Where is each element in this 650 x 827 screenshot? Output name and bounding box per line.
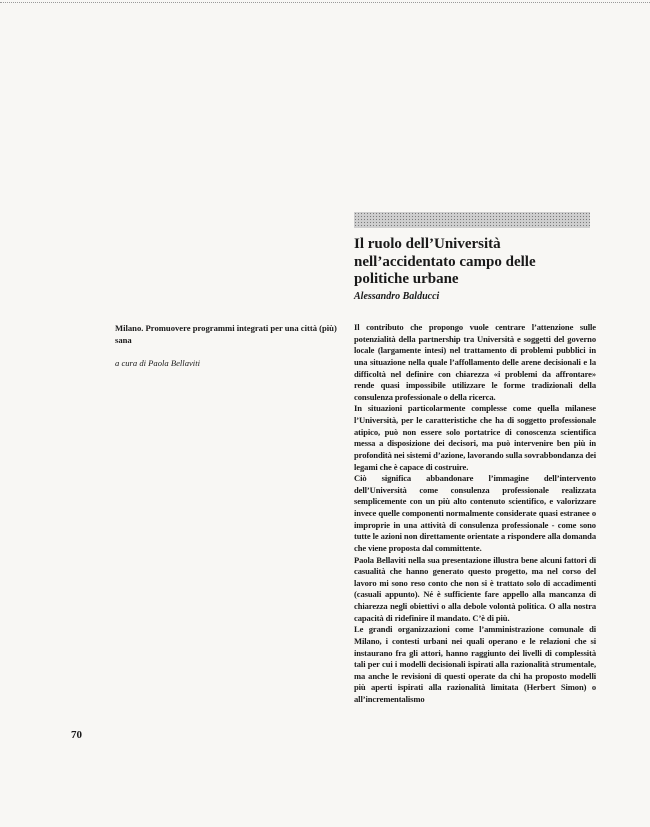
project-title: Milano. Promuovere programmi integrati per una città (più) sana	[115, 323, 337, 345]
title-halftone-band	[354, 212, 590, 228]
top-dotted-rule	[0, 2, 650, 3]
article-author: Alessandro Balducci	[354, 291, 440, 302]
page-number: 70	[71, 729, 82, 741]
body-paragraph: Le grandi organizzazioni come l’amministrazione comunale di Milano, i contesti urbani nei quali operano e le relazioni che si instaurano fra gli attori, hanno raggiunto dei livelli di complessità tali per cui i modelli decisionali ispirati alla razionalità strumentale, ma anche le revisioni di questi operate da chi ha proposto modelli più aperti ispirati alla razionalità limitata (Herbert Simon) o all’incrementalismo	[354, 624, 596, 704]
article-body	[354, 322, 596, 706]
body-paragraph: Paola Bellaviti nella sua presentazione illustra bene alcuni fattori di casualità che hanno generato questo progetto, ma nel corso del lavoro mi sono reso conto che non si è trattato solo di accadimenti (casuali appunto). Né è sufficiente fare appello alla mancanza di chiarezza negli obiettivi o alla debole volontà politica. O alla nostra capacità di ridefinire il mandato. C’è di più.	[354, 554, 596, 623]
body-paragraph: Il contributo che propongo vuole centrare l’attenzione sulle potenzialità della partnership tra Università e soggetti del governo locale (largamente intesi) nel trattamento di problemi pubblici in una situazione nella quale l’affollamento delle arene decisionali e la difficoltà nel definire con chiarezza «i problemi da affrontare» rende quasi impossibile utilizzare le forme tradizionali della consulenza professionale o della ricerca.	[354, 322, 596, 402]
body-paragraph: Ciò significa abbandonare l’immagine dell’intervento dell’Università come consulenza professionale realizzata semplicemente con un più alto contenuto scientifico, e valorizzare invece quelle componenti normalmente considerate quasi estranee o improprie in una attività di consulenza professionale - come sono tutte le azioni non direttamente orientate a rispondere alla domanda che viene proposta dal committente.	[354, 473, 596, 553]
project-sidebar	[115, 322, 347, 369]
body-paragraph: In situazioni particolarmente complesse come quella milanese l’Università, per le caratteristiche che ha di soggetto professionale atipico, può non essere solo portatrice di conoscenza scientifica messa a disposizione dei decisori, ma può intervenire ben più in profondità nei sistemi d’azione, lavorando sulla sovrabbondanza dei legami che è capace di costruire.	[354, 403, 596, 472]
article-title: Il ruolo dell’Università nell’accidentato campo delle politiche urbane	[354, 236, 536, 287]
project-editor: a cura di Paola Bellaviti	[115, 358, 200, 368]
